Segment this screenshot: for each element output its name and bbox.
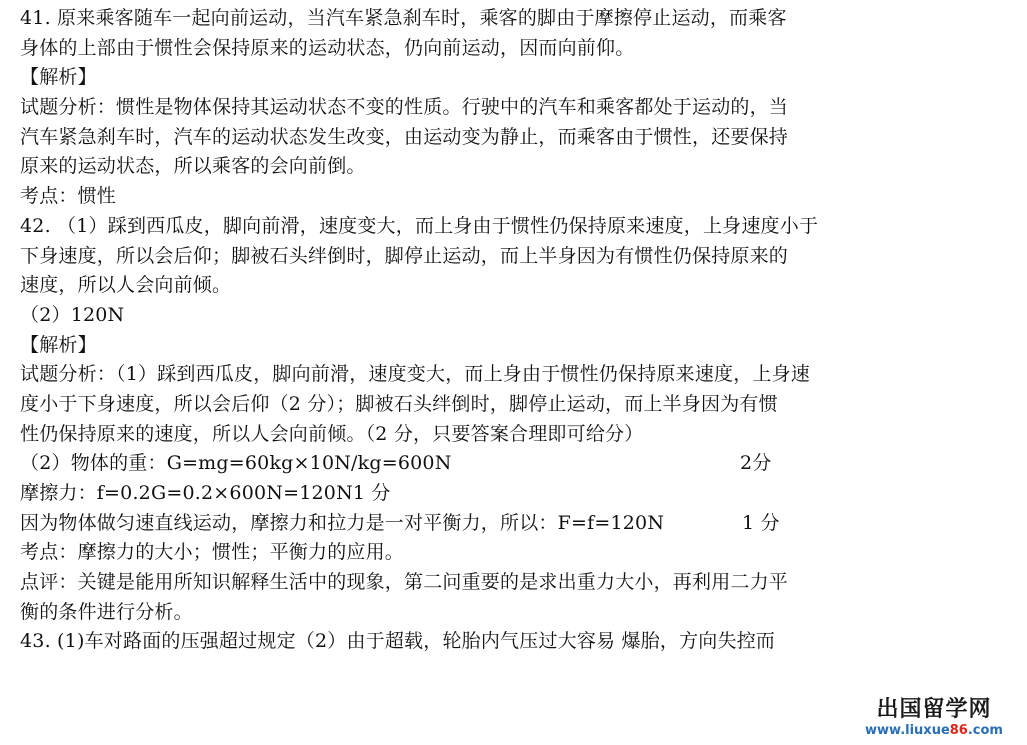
analysis-heading: 【解析】 [20,66,97,89]
watermark-title: 出国留学网 [876,697,992,722]
text-line: 试题分析：惯性是物体保持其运动状态不变的性质。行驶中的汽车和乘客都处于运动的，当 [20,96,789,119]
text-line: 汽车紧急刹车时，汽车的运动状态发生改变，由运动变为静止，而乘客由于惯性，还要保持 [20,125,789,148]
knowledge-point: 考点：惯性 [20,185,117,208]
document-body [20,4,1020,657]
text-line-43: 43. (1)车对路面的压强超过规定（2）由于超载，轮胎内气压过大容易 爆胎，方向失控而 [20,630,776,653]
score-label: 2分 [740,452,772,475]
text-line: 试题分析：（1）踩到西瓜皮，脚向前滑，速度变大，而上身由于惯性仍保持原来速度，上身速 [20,363,810,386]
balance-line [20,509,1020,539]
balance-formula: 因为物体做匀速直线运动，摩擦力和拉力是一对平衡力，所以：F=f=120N [20,511,665,534]
gravity-formula: （2）物体的重：G=mg=60kg×10N/kg=600N [20,452,452,475]
answer-line: （2）120N [20,303,125,326]
text-line-41-a: 41. 原来乘客随车一起向前运动，当汽车紧急刹车时，乘客的脚由于摩擦停止运动，而乘客 [20,7,787,29]
knowledge-point: 考点：摩擦力的大小；惯性；平衡力的应用。 [20,541,405,564]
gravity-line [20,449,1020,479]
text-line: 衡的条件进行分析。 [20,600,193,623]
watermark-url: www.liuxue86.com [865,723,1003,738]
text-line: 下身速度，所以会后仰；脚被石头绊倒时，脚停止运动，而上半身因为有惯性仍保持原来的 [20,244,789,267]
text-line-41-b: 身体的上部由于惯性会保持原来的运动状态，仍向前运动，因而向前仰。 [20,36,635,59]
text-line-42-a: 42. （1）踩到西瓜皮，脚向前滑，速度变大，而上身由于惯性仍保持原来速度，上身速度小于 [20,214,819,237]
analysis-heading: 【解析】 [20,333,97,356]
text-line: 度小于下身速度，所以会后仰（2 分）；脚被石头绊倒时，脚停止运动，而上半身因为有惯 [20,392,778,415]
text-line: 原来的运动状态，所以乘客的会向前倒。 [20,155,366,178]
score-label: 1 分 [742,511,780,534]
comment-line: 点评：关键是能用所知识解释生活中的现象，第二问重要的是求出重力大小，再利用二力平 [20,571,789,594]
site-watermark [859,697,1009,739]
text-line: 速度，所以人会向前倾。 [20,274,232,297]
text-line: 性仍保持原来的速度，所以人会向前倾。（2 分，只要答案合理即可给分） [20,422,644,445]
friction-line: 摩擦力：f=0.2G=0.2×600N=120N1 分 [20,482,391,504]
